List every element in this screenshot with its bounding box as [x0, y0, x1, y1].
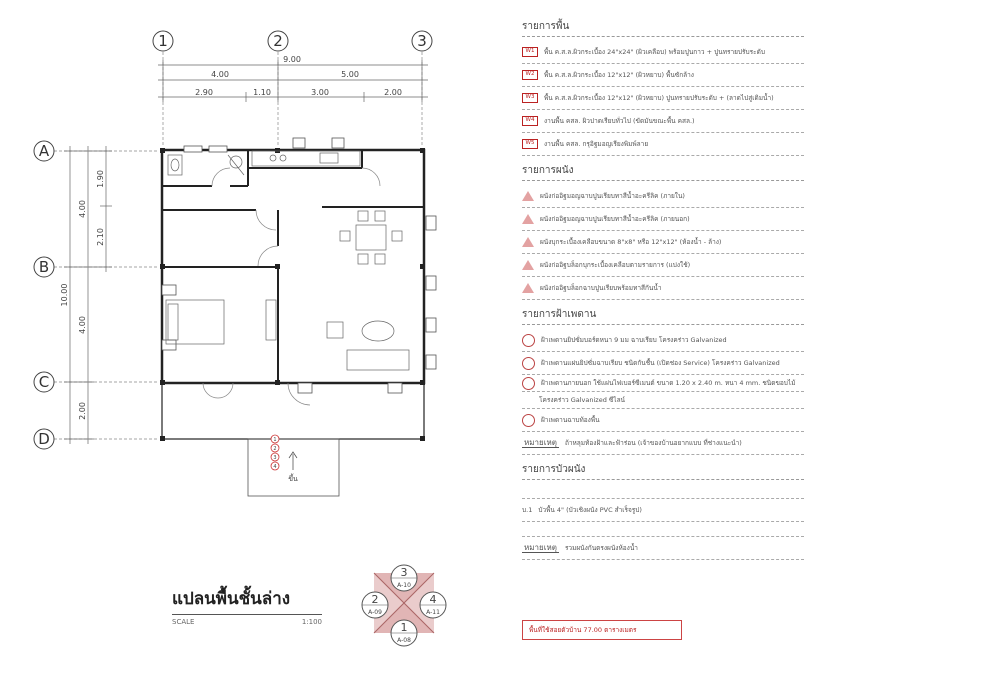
section-ref: A-09: [368, 609, 382, 616]
exterior-walls: [162, 150, 424, 439]
grid-label: 3: [417, 32, 427, 50]
ceiling-desc: ฝ้าเพดานยิปซั่มบอร์ดหนา 9 มม ฉาบเรียบ โครงคร่าว Galvanized: [541, 335, 727, 344]
section-number: 2: [371, 593, 379, 606]
dim-top-mid: 5.00: [341, 70, 359, 79]
kitchen-counter: [252, 151, 360, 166]
baseboard-item: [522, 499, 804, 522]
floor-item: [522, 133, 804, 156]
usable-area-text: พื้นที่ใช้สอยตัวบ้าน 77.00 ตารางเมตร: [529, 626, 637, 634]
windows: [162, 138, 436, 393]
ceiling-circle-icon: [522, 414, 535, 427]
usable-area-box: [522, 620, 682, 640]
grid-label: 1: [158, 32, 168, 50]
grid-label: B: [38, 258, 50, 276]
grid-row-d: [34, 429, 158, 449]
section-number: 4: [429, 593, 437, 606]
floor-desc: พื้น ค.ส.ล.ผิวกระเบื้อง 24"x24" (ผิวเคลือบ) พร้อมปูนกาว + ปูนทรายปรับระดับ: [544, 47, 765, 56]
wall-triangle-icon: [522, 191, 534, 201]
note-label: หมายเหตุ: [524, 437, 557, 447]
bed: [166, 300, 276, 344]
stair-up-label: ขึ้น: [288, 475, 298, 483]
baseboard-desc: บัวพื้น 4" (บัวเชิงผนัง PVC สำเร็จรูป): [538, 505, 642, 514]
scale-label: SCALE: [172, 618, 195, 626]
ceiling-circle-icon: [522, 334, 535, 347]
ceiling-desc: ฝ้าเพดานฉาบท้องพื้น: [541, 415, 600, 424]
baseboard-note: [522, 537, 804, 560]
wall-desc: ผนังบุกระเบื้องเคลือบขนาด 8"x8" หรือ 12"x12" (ห้องน้ำ - ล้าง): [540, 237, 722, 246]
spacer-row: [522, 484, 804, 499]
columns: [160, 148, 425, 441]
floor-tag: W1: [522, 47, 538, 57]
grid-label: A: [38, 142, 50, 160]
section-ref: A-10: [397, 582, 411, 589]
wall-triangle-icon: [522, 283, 534, 293]
floor-desc: พื้น ค.ส.ล.ผิวกระเบื้อง 12"x12" (ผิวหยาบ) พื้นซักล้าง: [544, 70, 694, 79]
dim-top-sub: 2.00: [384, 88, 402, 97]
dim-top-sub: 2.90: [195, 88, 213, 97]
bathroom-fixtures: [168, 155, 244, 175]
ceiling-desc: ฝ้าเพดานแผ่นยิปซั่มฉาบเรียบ ชนิดกันชื้น (เปิดช่อง Service) โครงคร่าว Galvanized: [541, 358, 780, 367]
floor-tag: W3: [522, 93, 538, 103]
interior-walls: [162, 150, 424, 383]
grid-label: C: [38, 373, 50, 391]
ceiling-desc: ฝ้าเพดานภายนอก ใช้แผ่นไฟเบอร์ซีเมนต์ ขนาด 1.20 x 2.40 m. หนา 4 mm. ชนิดขอบไม้: [541, 378, 796, 387]
drawing-title-block: [172, 585, 322, 626]
dim-left-sub: 1.90: [96, 170, 105, 188]
baseboard-schedule-title: รายการบัวผนัง: [522, 461, 804, 480]
ceiling-item-continued: [522, 392, 804, 409]
floor-desc: งานพื้น คสล. ผิวปาดเรียบทั่วไป (ขัดมันขณะพื้น คสล.): [544, 116, 695, 125]
ceiling-note: [522, 432, 804, 455]
ceiling-desc-cont: โครงคร่าว Galvanized ซีไลน์: [539, 395, 626, 404]
wall-triangle-icon: [522, 214, 534, 224]
ceiling-note-text: ถ้าหลุมท้องฝ้าและฟ้าร่อน (เจ้าของบ้านอยากแบบ ที่ช่างแนะนำ): [564, 438, 742, 447]
wall-desc: ผนังก่ออิฐมอญฉาบปูนเรียบทาสีน้ำอะครีลิค (ภายนอก): [540, 214, 690, 223]
floor-schedule-title: รายการพื้น: [522, 18, 804, 37]
dim-total-depth: 10.00: [60, 283, 69, 307]
section-number: 3: [400, 566, 408, 579]
wall-triangle-icon: [522, 237, 534, 247]
floor-item: [522, 64, 804, 87]
wall-schedule-title: รายการผนัง: [522, 162, 804, 181]
finish-schedule: [522, 18, 804, 560]
drawing-title: แปลนพื้นชั้นล่าง: [172, 589, 291, 609]
grid-label: 2: [273, 32, 283, 50]
step-number: 4: [273, 464, 277, 470]
baseboard-note-text: รวมผนังกันตรงผนังห้องน้ำ: [564, 543, 638, 552]
ceiling-item: [522, 409, 804, 432]
ceiling-item: [522, 375, 804, 392]
dim-left-mid: 2.00: [78, 402, 87, 420]
ceiling-item: [522, 329, 804, 352]
floor-tag: W4: [522, 116, 538, 126]
wall-desc: ผนังก่ออิฐบล็อกฉาบปูนเรียบพร้อมทาสีกันน้ำ: [540, 283, 662, 292]
dim-left-mid: 4.00: [78, 316, 87, 334]
door-swings: [203, 168, 380, 405]
wall-item: [522, 185, 804, 208]
ceiling-item: [522, 352, 804, 375]
section-number: 1: [400, 621, 408, 634]
scale-value: 1:100: [301, 618, 322, 626]
ceiling-circle-icon: [522, 357, 535, 370]
ceiling-circle-icon: [522, 377, 535, 390]
wall-desc: ผนังก่ออิฐมอญฉาบปูนเรียบทาสีน้ำอะครีลิค (ภายใน): [540, 191, 685, 200]
floor-item: [522, 41, 804, 64]
dim-left-mid: 4.00: [78, 200, 87, 218]
left-dimensions: [64, 146, 112, 444]
entry-stairs: [248, 439, 339, 496]
wall-item: [522, 277, 804, 300]
floor-item: [522, 110, 804, 133]
dining-set: [340, 211, 402, 264]
dim-top-mid: 4.00: [211, 70, 229, 79]
floor-tag: W5: [522, 139, 538, 149]
wall-item: [522, 254, 804, 277]
dim-top-sub: 1.10: [253, 88, 271, 97]
section-ref: A-08: [397, 637, 411, 644]
wall-triangle-icon: [522, 260, 534, 270]
grid-label: D: [38, 430, 50, 448]
section-ref: A-11: [426, 609, 440, 616]
step-number: 2: [273, 446, 277, 452]
ceiling-schedule-title: รายการฝ้าเพดาน: [522, 306, 804, 325]
note-label: หมายเหตุ: [524, 542, 557, 552]
stair-step-markers: [271, 435, 279, 470]
living-furniture: [327, 321, 409, 370]
floor-desc: พื้น ค.ส.ล.ผิวกระเบื้อง 12"x12" (ผิวหยาบ) ปูนทรายปรับระดับ + (ลาดไปสู่เดิมน้ำ): [544, 93, 774, 102]
wall-item: [522, 208, 804, 231]
wall-item: [522, 231, 804, 254]
grid-row-c: [34, 372, 158, 392]
baseboard-tag: บ.1: [522, 505, 533, 514]
wall-desc: ผนังก่ออิฐบล็อกบุกระเบื้องเคลือบตามรายการ (แบ่งใช้): [540, 260, 691, 269]
scale-row: [172, 618, 322, 626]
step-number: 1: [273, 437, 277, 443]
dim-total-width: 9.00: [283, 55, 301, 64]
floor-item: [522, 87, 804, 110]
dim-left-sub: 2.10: [96, 228, 105, 246]
floor-desc: งานพื้น คสล. กรุอิฐมอญเรียงพิมพ์ลาย: [544, 139, 649, 148]
dim-top-sub: 3.00: [311, 88, 329, 97]
spacer-row: [522, 522, 804, 537]
title-underline: [172, 614, 322, 615]
floor-tag: W2: [522, 70, 538, 80]
step-number: 3: [273, 455, 277, 461]
